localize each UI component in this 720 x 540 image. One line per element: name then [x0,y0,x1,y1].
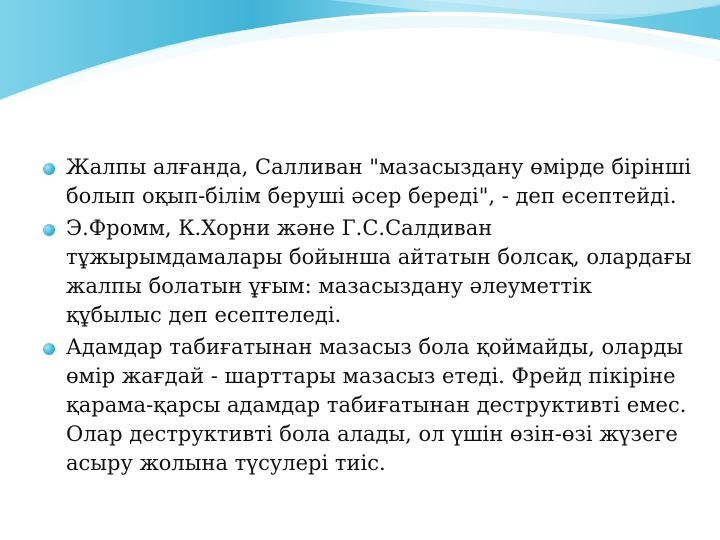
bullet-line: Жалпы алғанда, Салливан "мазасыздану өмірде бірінші [66,155,692,179]
bullet-dot-icon [43,224,55,236]
bullet-line: асыру жолына түсулері тиіс. [66,451,386,475]
bullet-line: Э.Фромм, К.Хорни және Г.С.Салдиван [66,216,493,240]
bullet-line: тұжырымдамалары бойынша айтатын болсақ, олардағы [66,245,692,269]
bullet-line: қарама-қарсы адамдар табиғатынан деструктивті емес. [66,393,687,417]
bullet-item [40,153,700,211]
bullet-item [40,214,700,330]
bullet-dot-icon [43,163,55,175]
bullet-line: Адамдар табиғатынан мазасыз бола қоймайды, оларды [66,335,684,359]
bullet-item [40,333,700,478]
header-wave-decoration [0,0,720,110]
bullet-line: құбылыс деп есептеледі. [66,303,342,327]
bullet-line: өмір жағдай - шарттары мазасыз етеді. Фрейд пікіріне [66,364,676,388]
bullet-line: болып оқып-білім беруші әсер береді", - деп есептейді. [66,184,677,208]
bullet-line: жалпы болатын ұғым: мазасыздану әлеуметтік [66,274,592,298]
bullet-line: Олар деструктивті бола алады, ол үшін өзін-өзі жүзеге [66,422,678,446]
bullet-list [40,153,700,481]
bullet-dot-icon [43,343,55,355]
